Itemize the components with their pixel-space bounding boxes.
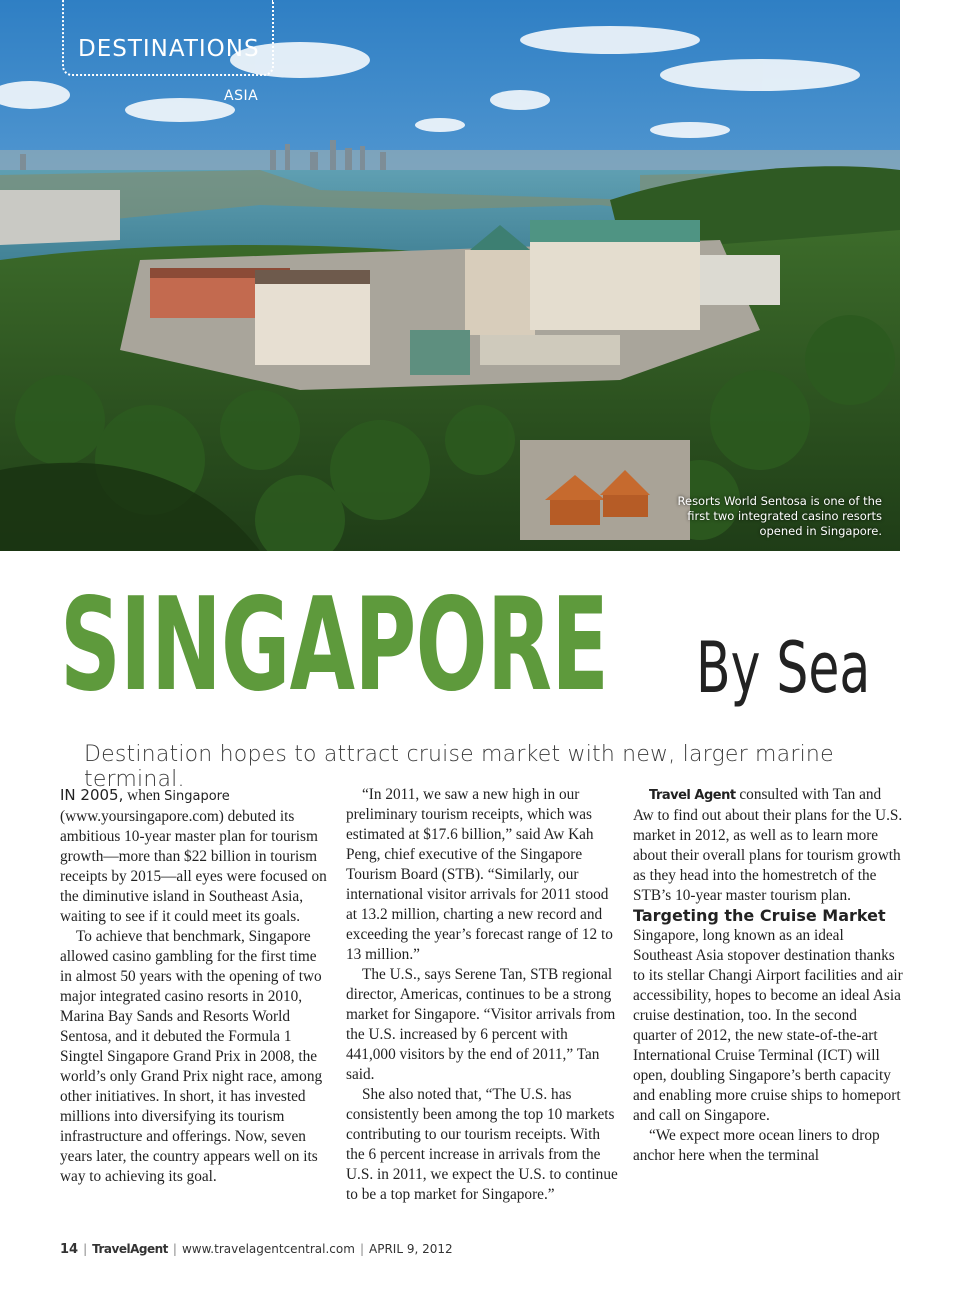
separator: | (359, 1242, 364, 1256)
paragraph: “We expect more ocean liners to drop anchor here when the terminal (633, 1127, 880, 1164)
headline-main: SINGAPORE (60, 571, 609, 720)
footer-url: www.travelagentcentral.com (181, 1242, 355, 1256)
headline (60, 566, 871, 726)
paragraph: “In 2011, we saw a new high in our preliminary tourism receipts, which was estimated at $17.6 billion,” said Aw Kah Peng, chief executive of the Singapore Tourism Board (STB). “Similarly, our international visitor arrivals for 2011 stood at 13.2 million, charting a new record and exceeding the year’s forecast range of 12 to 13 million.” (346, 786, 613, 963)
paragraph: To achieve that benchmark, Singapore allowed casino gambling for the first time in almost 50 years with the opening of two major integrated casino resorts in 2010, Marina Bay Sands and Resorts World Sentosa, and it debuted the Formula 1 Singtel Singapore Grand Prix in 2008, the world’s only Grand Prix night race, among other initiatives. In short, it has invested millions into diversifying its tourism infrastructure and offerings. Now, seven years later, the country appears well on its way to achieving its goal. (60, 928, 323, 1185)
aerial-resort-illustration (0, 0, 900, 551)
paragraph (633, 785, 903, 906)
article-column-1 (60, 785, 330, 1187)
text-span: (www.yoursingapore.com) debuted its ambitious 10-year master plan for tourism growth—more than $22 billion in tourism receipts by 2015—all eyes were focused on the diminutive island in Southeast Asia, waiting to see if it could meet its goals. (60, 808, 327, 925)
paragraph: Singapore, long known as an ideal Southeast Asia stopover destination thanks to its stellar Changi Airport facilities and air accessibility, hopes to become an ideal Asia cruise destination, too. In the second quarter of 2012, the new state-of-the-art International Cruise Terminal (ICT) will open, doubling Singapore’s berth capacity and enabling more cruise ships to homeport and call on Singapore. (633, 927, 903, 1124)
lead-in: IN 2005, (60, 786, 124, 804)
text-span: when (123, 787, 165, 804)
footer-brand: TravelAgent (92, 1242, 168, 1256)
article-column-3 (633, 785, 903, 1166)
separator: | (83, 1242, 88, 1256)
country-name: Singapore (164, 789, 230, 804)
footer-date: APRIL 9, 2012 (369, 1242, 453, 1256)
separator: | (172, 1242, 177, 1256)
page-number: 14 (60, 1242, 79, 1257)
hero-photo (0, 0, 900, 551)
page-footer (60, 1242, 453, 1257)
brand-name: Travel Agent (649, 788, 736, 803)
deck-subtitle: Destination hopes to attract cruise market with new, larger marine terminal. (84, 742, 834, 792)
section-subhead: Targeting the Cruise Market (633, 906, 886, 925)
paragraph: The U.S., says Serene Tan, STB regional director, Americas, continues to be a strong market for Singapore. “Visitor arrivals from the U.S. increased by 6 percent with 441,000 visitors by the end of 2011,” Tan said. (346, 966, 616, 1083)
headline-secondary: By Sea (696, 627, 871, 709)
photo-caption: Resorts World Sentosa is one of the first two integrated casino resorts opened in Singapore. (677, 494, 882, 538)
article-column-2 (346, 785, 618, 1205)
section-label: DESTINATIONS (78, 36, 260, 62)
text-span: consulted with Tan and Aw to find out about their plans for the U.S. market in 2012, as well as to learn more about their overall plans for tourism growth as they head into the homestretch of the STB’s 10-year master tourism plan. (633, 786, 903, 904)
paragraph: She also noted that, “The U.S. has consistently been among the top 10 markets contributing to our tourism receipts. With the 6 percent increase in arrivals from the U.S. in 2011, we expect the U.S. to continue to be a top market for Singapore.” (346, 1086, 618, 1203)
section-tag (62, 0, 274, 76)
region-label: ASIA (224, 88, 259, 104)
paragraph (60, 785, 330, 927)
